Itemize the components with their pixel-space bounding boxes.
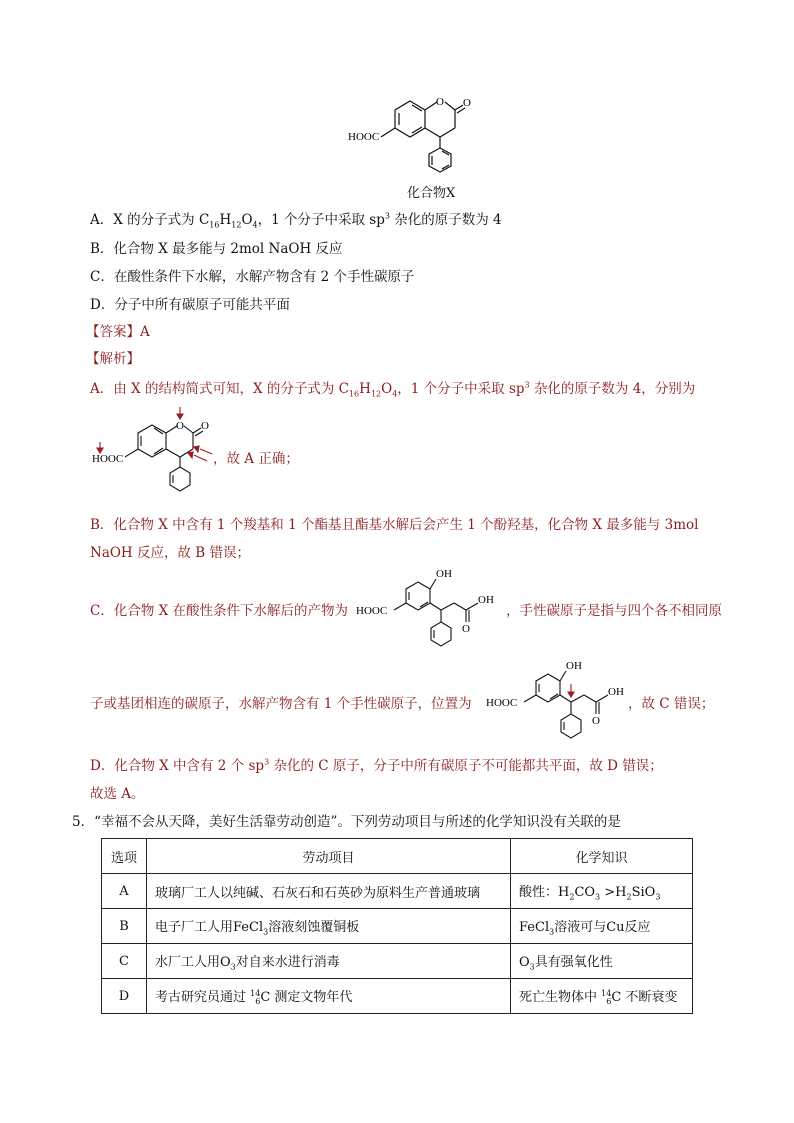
analysis-a-after: ，故 A 正确； xyxy=(213,451,299,467)
answer-label: 【答案】 xyxy=(86,324,140,340)
question-5-stem xyxy=(72,810,621,830)
analysis-label: 【解析】 xyxy=(86,351,140,367)
table-header: 选项 xyxy=(102,839,147,874)
table-header: 劳动项目 xyxy=(147,839,511,874)
table-row xyxy=(102,909,693,944)
option-cell: A xyxy=(102,874,147,909)
option-a: A．X 的分子式为 $C_{16}H_{12}O_4$，1 个分子中采取 $sp^3$ 杂化的原子数为 4 xyxy=(90,211,502,230)
svg-text:O: O xyxy=(462,623,470,635)
knowledge-cell: 死亡生物体中 14 6C 不断衰变 xyxy=(511,979,693,1014)
project-cell: 考古研究员通过 14 6C 测定文物年代 xyxy=(147,979,511,1014)
svg-text:HOOC: HOOC xyxy=(92,453,124,465)
svg-text:OH: OH xyxy=(436,568,452,580)
analysis-c-1-suffix: ，手性碳原子是指与四个各不相同原 xyxy=(506,603,722,619)
table-header: 化学知识 xyxy=(511,839,693,874)
project-cell: 电子厂工人用FeCl$_3$溶液刻蚀覆铜板 xyxy=(147,909,511,944)
project-cell: 水厂工人用$O_3$对自来水进行消毒 xyxy=(147,944,511,979)
knowledge-cell: 酸性：$H_2CO_3 >H_2SiO_3$ xyxy=(511,874,693,909)
question-text: “幸福不会从天降，美好生活靠劳动创造”。下列劳动项目与所述的化学知识没有关联的是 xyxy=(94,814,621,830)
analysis-c-1-prefix: C．化合物 X 在酸性条件下水解后的产物为 xyxy=(90,603,349,619)
ring-o-label: O xyxy=(436,96,444,108)
answer-value: A xyxy=(140,324,150,340)
svg-text:O: O xyxy=(176,420,184,432)
svg-text:OH: OH xyxy=(566,660,582,672)
analysis-a-figure xyxy=(92,405,222,505)
svg-text:OH: OH xyxy=(608,686,624,698)
svg-text:OH: OH xyxy=(478,594,494,606)
option-cell: B xyxy=(102,909,147,944)
table-row xyxy=(102,874,693,909)
chiral-carbon-figure xyxy=(486,654,636,742)
svg-text:HOOC: HOOC xyxy=(356,605,388,617)
svg-text:O: O xyxy=(201,420,209,432)
project-cell: 玻璃厂工人以纯碱、石灰石和石英砂为原料生产普通玻璃 xyxy=(147,874,511,909)
option-c: C．在酸性条件下水解，水解产物含有 2 个手性碳原子 xyxy=(90,269,415,285)
analysis-d: D．化合物 X 中含有 2 个 $sp^3$ 杂化的 C 原子，分子中所有碳原子不可能都共平面，故 D 错误； xyxy=(90,757,663,774)
svg-text:HOOC: HOOC xyxy=(486,697,518,709)
table-header-row xyxy=(102,839,693,874)
option-cell: C xyxy=(102,944,147,979)
analysis-b-1: B．化合物 X 中含有 1 个羧基和 1 个酯基且酯基水解后会产生 1 个酚羟基，化合物 X 最多能与 3mol xyxy=(90,517,699,533)
table-row xyxy=(102,979,693,1014)
analysis-c-2-prefix: 子或基团相连的碳原子，水解产物含有 1 个手性碳原子，位置为 xyxy=(90,696,472,712)
hydrolysis-product-figure xyxy=(356,562,506,650)
answer-line xyxy=(86,320,150,340)
analysis-b-2: NaOH 反应，故 B 错误； xyxy=(90,545,250,561)
option-b: B．化合物 X 最多能与 2mol NaOH 反应 xyxy=(90,241,343,257)
figure-caption: 化合物X xyxy=(407,186,456,201)
option-cell: D xyxy=(102,979,147,1014)
analysis-a: A．由 X 的结构简式可知，X 的分子式为 $C_{16}H_{12}O_4$，1 个分子中采取 $sp^3$ 杂化的原子数为 4，分别为 xyxy=(90,380,696,399)
knowledge-cell: $O_3$具有强氧化性 xyxy=(511,944,693,979)
knowledge-cell: FeCl$_3$溶液可与Cu反应 xyxy=(511,909,693,944)
option-d: D．分子中所有碳原子可能共平面 xyxy=(90,297,290,313)
table-row xyxy=(102,944,693,979)
svg-text:O: O xyxy=(592,715,600,727)
conclusion: 故选 A。 xyxy=(90,786,145,802)
analysis-c-2-suffix: ，故 C 错误； xyxy=(628,696,715,712)
carbonyl-o-label: O xyxy=(463,97,471,109)
cooh-label: HOOC xyxy=(348,131,380,143)
question-number: 5． xyxy=(72,814,95,830)
knowledge-table xyxy=(101,838,693,1014)
